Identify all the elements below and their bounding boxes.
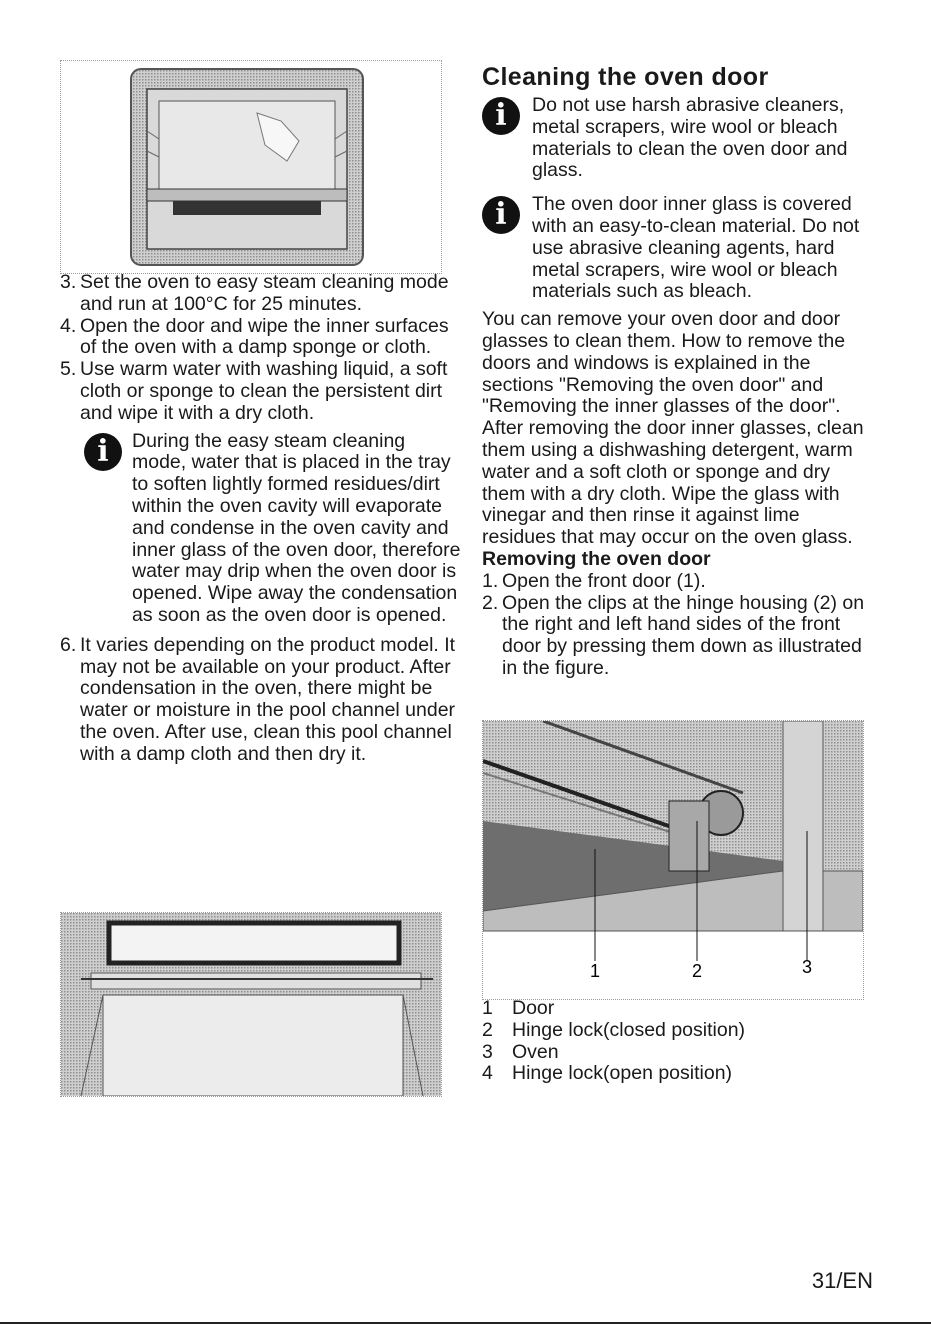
step-5: 5. Use warm water with washing liquid, a soft cloth or sponge to clean the persistent dirt and wipe it with a dry cloth. <box>60 358 448 424</box>
figure-legend <box>482 998 874 1085</box>
section-title: Cleaning the oven door <box>482 63 769 91</box>
pool-channel-figure <box>60 912 442 1097</box>
info-icon: i <box>482 97 520 135</box>
figure-label-3: 3 <box>801 957 813 977</box>
right-column <box>482 62 874 680</box>
removing-door-heading: Removing the oven door <box>482 547 711 570</box>
step-6: 6. It varies depending on the product model. It may not be available on your product. After condensation in the oven, there might be water or moisture in the pool channel under the oven. After use, clean this pool channel with a damp cloth and then dry it. <box>60 633 456 765</box>
oven-cavity-figure <box>60 60 442 274</box>
steam-note-text: During the easy steam cleaning mode, water that is placed in the tray to soften lightly formed residues/dirt within the oven cavity will evaporate and condense in the oven cavity and inner glass of the oven door, therefore water may drip when the oven door is opened. Wipe away the condensation as soon as the oven door is opened. <box>132 429 461 626</box>
door-cleaning-body: You can remove your oven door and door glasses to clean them. How to remove the doors and windows is explained in the sections "Removing the oven door" and "Removing the inner glasses of the door". After removing the door inner glasses, clean them using a dishwashing detergent, warm water and a soft cloth or sponge and dry them with a dry cloth. Wipe the glass with vinegar and then rinse it against lime residues that may occur on the oven glass. <box>482 308 864 549</box>
hinge-figure <box>482 720 864 1000</box>
info-icon: i <box>482 196 520 234</box>
legend-item: 2 Hinge lock(closed position) <box>482 1018 746 1041</box>
steam-info-note <box>80 431 462 627</box>
page-number: 31/EN <box>811 1268 873 1293</box>
note-2-text: The oven door inner glass is covered with an easy-to-clean material. Do not use abrasive cleaning agents, hard metal scrapers, wire wool or bleach materials such as bleach. <box>532 193 860 303</box>
legend-item: 3 Oven <box>482 1040 559 1063</box>
step-3: 3. Set the oven to easy steam cleaning mode and run at 100°C for 25 minutes. <box>60 271 449 315</box>
abrasive-warning-note <box>482 95 874 182</box>
info-icon: i <box>84 433 122 471</box>
left-column <box>60 272 462 766</box>
step-4: 4. Open the door and wipe the inner surfaces of the oven with a damp sponge or cloth. <box>60 314 449 359</box>
figure-label-1: 1 <box>589 961 601 981</box>
legend-item: 4 Hinge lock(open position) <box>482 1062 733 1085</box>
remove-step-1: 1. Open the front door (1). <box>482 569 706 592</box>
legend-item: 1 Door <box>482 997 555 1019</box>
note-1-text: Do not use harsh abrasive cleaners, metal scrapers, wire wool or bleach materials to clean the oven door and glass. <box>532 94 848 182</box>
figure-label-2: 2 <box>691 961 703 981</box>
remove-step-2: 2. Open the clips at the hinge housing (2) on the right and left hand sides of the front door by pressing them down as illustrated in the figure. <box>482 591 865 679</box>
easy-clean-note <box>482 194 874 303</box>
